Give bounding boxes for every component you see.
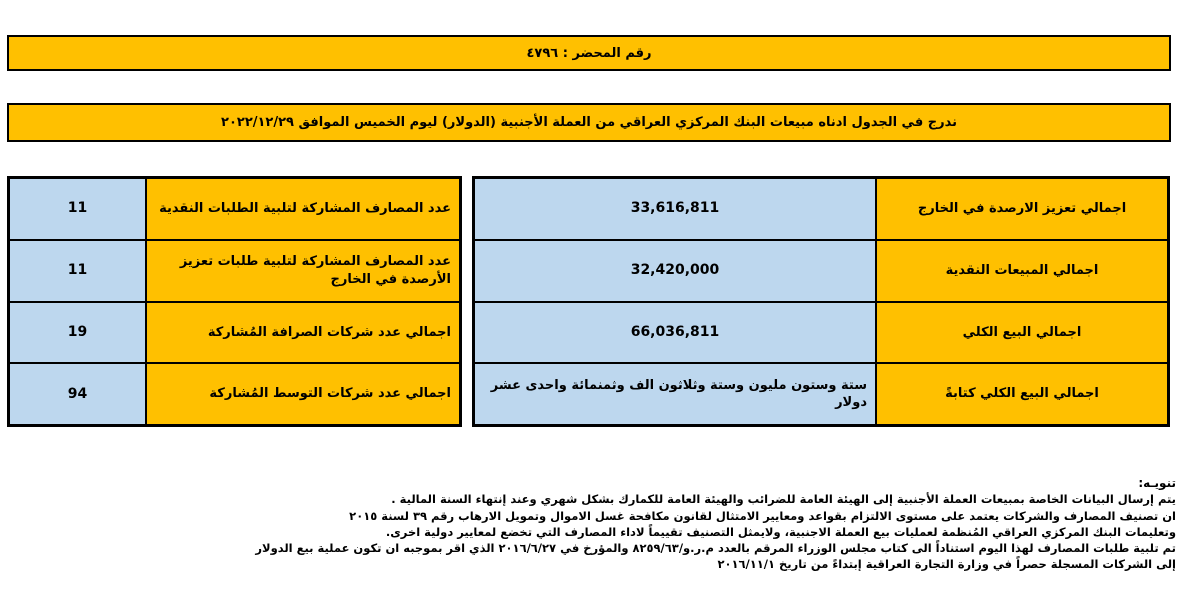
table-label: اجمالي عدد شركات الصرافة المُشاركة [146,302,460,364]
note-line: إلى الشركات المسجلة حصراً في وزارة التجارة العراقية إبتداءً من تاريخ ٢٠١٦/١١/١ [717,557,1176,572]
notes-section [6,475,1176,573]
table-value: 32,420,000 [474,240,876,302]
note-line: تم تلبية طلبات المصارف لهذا اليوم استناداً الى كتاب مجلس الوزراء المرقم بالعدد م.ر.و/٨٢٥٩/٦٣ والمؤرخ في ٢٠١٦/٦/٢٧ الذي اقر بموجبه ان تكون عملية بيع الدولار [255,541,1176,556]
note-line: ان تصنيف المصارف والشركات يعتمد على مستوى الالتزام بقواعد ومعايير الامتثال لقانون مكافحة غسل الاموال وتمويل الارهاب رقم ٣٩ لسنة ٢٠١٥ [349,508,1176,523]
table-label: اجمالي عدد شركات التوسط المُشاركة [146,363,460,425]
table-value: 19 [9,302,146,364]
table-value: 11 [9,240,146,302]
table-label: اجمالي البيع الكلي [876,302,1168,364]
note-line: يتم إرسال البيانات الخاصة بمبيعات العملة الأجنبية إلى الهيئة العامة للضرائب والهيئة العامة للكمارك بشكل شهري وعند إنتهاء السنة المالية . [391,492,1176,507]
table-label: اجمالي المبيعات النقدية [876,240,1168,302]
table-value: 66,036,811 [474,302,876,364]
table-value: 11 [9,178,146,240]
table-label: اجمالي البيع الكلي كتابةً [876,363,1168,425]
notes-title: تنويـه: [1138,476,1176,490]
table-label: اجمالي تعزيز الارصدة في الخارج [876,178,1168,240]
intro-banner [7,103,1171,142]
record-number-banner [7,35,1171,71]
record-number: رقم المحضر : ٤٧٩٦ [526,45,652,61]
participants-table [7,176,462,427]
intro-text: ندرج في الجدول ادناه مبيعات البنك المركزي العراقي من العملة الأجنبية (الدولار) ليوم الخميس الموافق ٢٠٢٢/١٢/٢٩ [221,115,957,130]
table-value: 94 [9,363,146,425]
table-label: عدد المصارف المشاركة لتلبية الطلبات النقدية [146,178,460,240]
table-label: عدد المصارف المشاركة لتلبية طلبات تعزيز الأرصدة في الخارج [146,240,460,302]
sales-table [472,176,1170,427]
table-value: 33,616,811 [474,178,876,240]
table-value-text: ستة وستون مليون وستة وثلاثون الف وثمنمائة واحدى عشر دولار [474,363,876,425]
note-line: وتعليمات البنك المركزي العراقي المُنظمة لعمليات بيع العملة الاجنبية، ولايمثل التصنيف تقييماً لاداء المصارف التي تخضع لمعايير دولية اخرى. [385,524,1176,539]
